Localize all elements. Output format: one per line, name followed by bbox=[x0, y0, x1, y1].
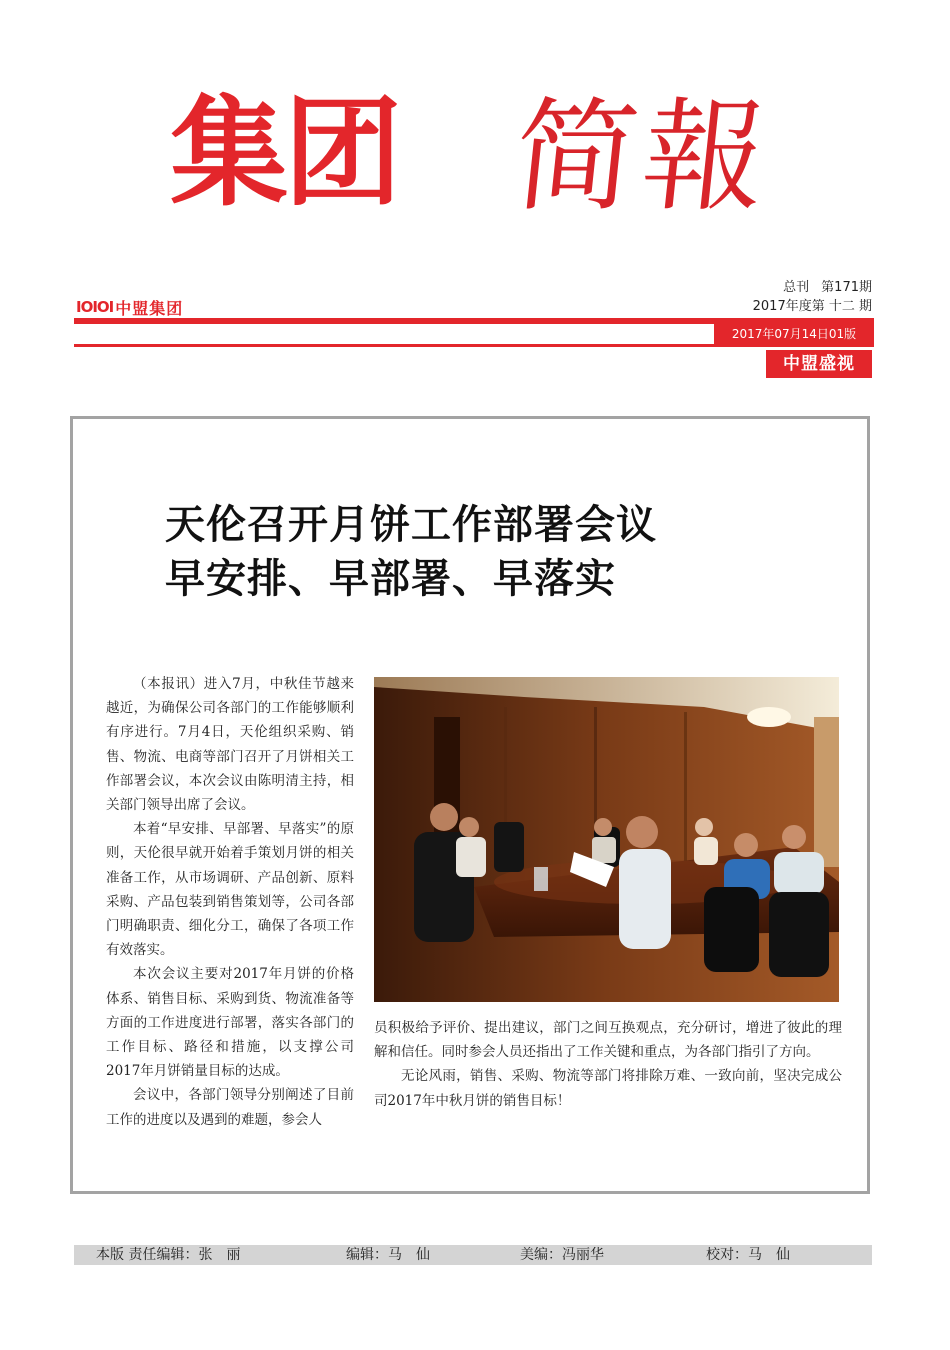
masthead-brush-text: 简報 bbox=[507, 86, 779, 228]
credit-designer: 美编：冯丽华 bbox=[520, 1247, 604, 1263]
header-red-line bbox=[74, 344, 874, 347]
logo-mark-icon: IOIOI bbox=[76, 298, 114, 316]
credit-proofreader: 校对：马 仙 bbox=[706, 1247, 790, 1263]
group-logo bbox=[76, 297, 183, 317]
issue-info bbox=[753, 278, 872, 316]
masthead-solid-text: 集团 bbox=[170, 84, 399, 222]
paragraph: 本次会议主要对2017年月饼的价格体系、销售目标、采购到货、物流准备等方面的工作进度进行部署，落实各部门的工作目标、路径和措施，以支撑公司2017年月饼销量目标的达成。 bbox=[106, 966, 354, 1080]
headline-line-1: 天伦召开月饼工作部署会议 bbox=[165, 502, 657, 548]
paragraph: 无论风雨，销售、采购、物流等部门将排除万难、一致向前，坚决完成公司2017年中秋月饼的销售目标！ bbox=[374, 1068, 842, 1109]
article-headline bbox=[165, 498, 657, 606]
logo-text: 中盟集团 bbox=[115, 298, 184, 318]
paragraph: 会议中，各部门领导分别阐述了目前工作的进度以及遇到的难题，参会人 bbox=[106, 1087, 354, 1128]
headline-line-2: 早安排、早部署、早落实 bbox=[165, 556, 616, 602]
issue-total-label: 总刊 bbox=[783, 280, 810, 295]
footer-credits bbox=[74, 1245, 872, 1265]
issue-total-number: 第171期 bbox=[821, 280, 872, 295]
paragraph-continued: 员积极给予评价、提出建议，部门之间互换观点，充分研讨，增进了彼此的理解和信任。同时参会人员还指出了工作关键和重点，为各部门指引了方向。 bbox=[374, 1020, 842, 1061]
date-edition: 2017年07月14日01版 bbox=[714, 324, 874, 344]
section-tag: 中盟盛视 bbox=[766, 350, 872, 378]
credit-editor: 编辑：马 仙 bbox=[346, 1247, 430, 1263]
article-right-column bbox=[374, 1016, 842, 1113]
issue-year: 2017年度第 十二 期 bbox=[752, 299, 872, 314]
meeting-photo-illustration bbox=[374, 677, 839, 1002]
paragraph: （本报讯）进入7月，中秋佳节越来越近，为确保公司各部门的工作能够顺利有序进行。7月4日，天伦组织采购、销售、物流、电商等部门召开了月饼相关工作部署会议，本次会议由陈明清主持，相关部门领导出席了会议。 bbox=[106, 676, 354, 814]
credit-editor-in-charge: 本版 责任编辑：张 丽 bbox=[96, 1247, 241, 1263]
article-left-column bbox=[106, 672, 354, 1132]
paragraph: 本着“早安排、早部署、早落实”的原则，天伦很早就开始着手策划月饼的相关准备工作，从市场调研、产品创新、原料采购、产品包装到销售策划等，公司各部门明确职责、细化分工，确保了各项工作有效落实。 bbox=[106, 821, 354, 959]
meeting-photo bbox=[374, 677, 839, 1002]
masthead bbox=[170, 84, 820, 228]
